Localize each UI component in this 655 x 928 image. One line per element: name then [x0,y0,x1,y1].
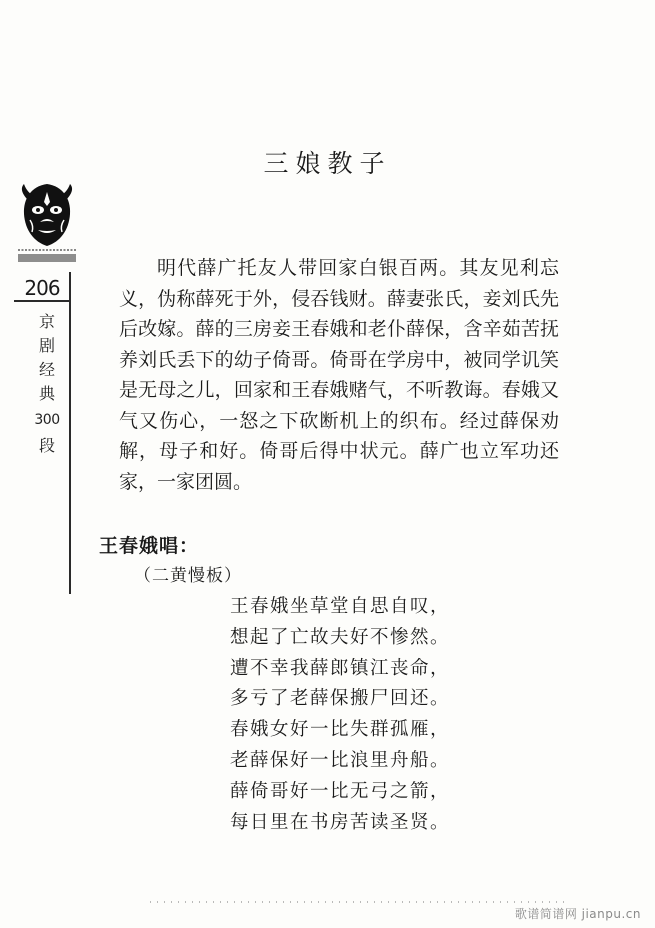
singer-heading: 王春娥唱： [99,535,200,557]
series-title: 京剧经典 [39,312,56,403]
series-number: 300 [34,412,60,428]
aria-mode: （二黄慢板） [134,566,242,586]
margin-divider [14,300,70,302]
intro-paragraph: 明代薛广托友人带回家白银百两。其友见利忘义，伪称薛死于外，侵吞钱财。薛妻张氏，妾刘氏先后改嫁。薛的三房妾王春娥和老仆薛保，含辛茹苦抚养刘氏丢下的幼子倚哥。倚哥在学房中，被同学讥笑是无母之儿，回家和王春娥赌气，不听教诲。春娥又气又伤心，一怒之下砍断机上的织布。经过薛保劝解，母子和好。倚哥后得中状元。薛广也立军功还家，一家团圆。 [119,257,559,493]
footer-dots [150,900,570,904]
lyric-line: 老薛保好一比浪里舟船。 [230,749,451,771]
watermark: 歌谱简谱网 jianpu.cn [514,907,641,921]
series-label [34,310,60,456]
page-number: 206 [24,276,60,300]
lyric-line: 想起了亡故夫好不惨然。 [230,626,451,648]
lyric-line: 春娥女好一比失群孤雁， [230,719,451,741]
margin-rule [69,272,71,594]
opera-mask-icon [18,180,76,262]
lyric-line: 王春娥坐草堂自思自叹， [230,596,451,617]
lyric-line: 多亏了老薛保搬尸回还。 [230,688,451,710]
lyric-line: 遭不幸我薛郎镇江丧命， [230,657,451,679]
series-suffix: 段 [38,436,55,455]
page-title: 三娘教子 [263,149,392,178]
lyric-line: 每日里在书房苦读圣贤。 [230,811,451,833]
lyrics-list [230,592,550,838]
lyric-line: 薛倚哥好一比无弓之箭， [230,780,451,802]
